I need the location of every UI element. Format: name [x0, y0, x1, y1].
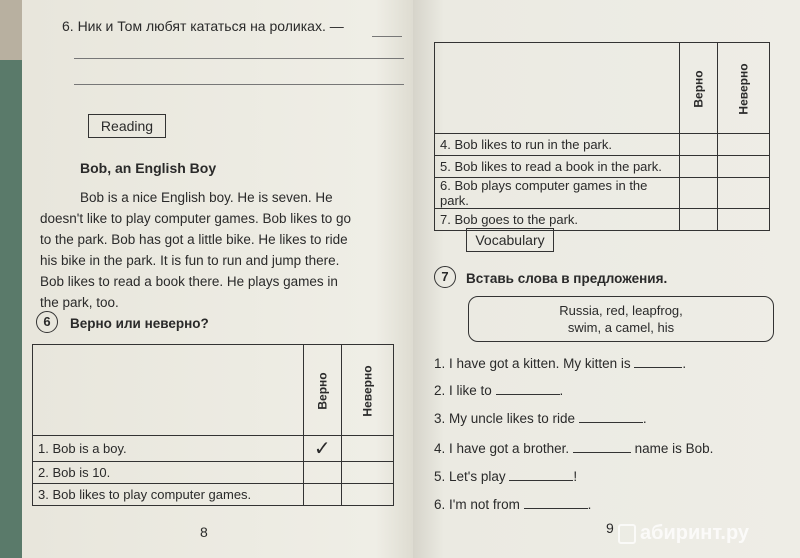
true-checkbox[interactable]	[679, 156, 717, 178]
sentence-1: 1. I have got a kitten. My kitten is .	[434, 356, 687, 371]
story-line: Bob is a nice English boy. He is seven. He	[80, 190, 333, 205]
question-6-russian: 6. Ник и Том любят кататься на роликах. —	[62, 18, 344, 34]
story-line: doesn't like to play computer games. Bob likes to go	[40, 211, 351, 226]
story-line: his bike in the park. It is fun to run and jump there.	[40, 253, 340, 268]
table-header-statement	[435, 43, 680, 134]
sentence-5: 5. Let's play !	[434, 469, 578, 484]
statement-cell: 2. Bob is 10.	[33, 462, 304, 484]
story-line: to the park. Bob has got a little bike. He likes to ride	[40, 232, 348, 247]
table-header-statement	[33, 345, 304, 436]
story-title: Bob, an English Boy	[80, 160, 217, 176]
word-bank-line: swim, a camel, his	[567, 320, 675, 335]
reading-section-label: Reading	[88, 114, 166, 138]
sentence-4: 4. I have got a brother. name is Bob.	[434, 441, 714, 456]
page-number-right: 9	[606, 520, 614, 536]
false-checkbox[interactable]	[717, 178, 769, 209]
table-row	[435, 156, 770, 178]
answer-line-2	[74, 58, 404, 59]
story-line: Bob likes to read a book there. He plays games in	[40, 274, 338, 289]
task-7-number: 7	[434, 266, 456, 288]
vocabulary-section-label: Vocabulary	[466, 228, 554, 252]
statement-cell: 3. Bob likes to play computer games.	[33, 484, 304, 506]
statement-cell: 7. Bob goes to the park.	[435, 209, 680, 231]
fill-blank[interactable]	[496, 382, 560, 395]
false-checkbox[interactable]	[717, 156, 769, 178]
table-row	[33, 436, 394, 462]
true-checkbox[interactable]	[679, 178, 717, 209]
fill-blank[interactable]	[634, 355, 682, 368]
answer-line-1	[372, 36, 402, 37]
false-checkbox[interactable]	[341, 484, 393, 506]
task-6-number: 6	[36, 311, 58, 333]
false-checkbox[interactable]	[341, 462, 393, 484]
header-true: Верно	[679, 43, 717, 134]
false-checkbox[interactable]	[717, 209, 769, 231]
true-checkbox[interactable]	[679, 209, 717, 231]
true-false-table-right	[434, 42, 770, 231]
table-row	[435, 134, 770, 156]
statement-cell: 6. Bob plays computer games in the park.	[435, 178, 680, 209]
statement-cell: 1. Bob is a boy.	[33, 436, 304, 462]
true-false-table-left	[32, 344, 394, 506]
statement-cell: 5. Bob likes to read a book in the park.	[435, 156, 680, 178]
story-line: the park, too.	[40, 295, 119, 310]
sentence-6: 6. I'm not from .	[434, 497, 592, 512]
false-checkbox[interactable]	[717, 134, 769, 156]
fill-blank[interactable]	[573, 440, 631, 453]
table-row	[33, 484, 394, 506]
answer-line-3	[74, 84, 404, 85]
false-checkbox[interactable]	[341, 436, 393, 462]
true-checkbox[interactable]	[303, 462, 341, 484]
task-7-title: Вставь слова в предложения.	[466, 271, 668, 286]
watermark: абиринт.ру	[640, 522, 750, 544]
fill-blank[interactable]	[509, 468, 573, 481]
true-checkbox[interactable]	[679, 134, 717, 156]
table-row	[33, 462, 394, 484]
task-6-title: Верно или неверно?	[70, 316, 209, 331]
header-false: Неверно	[341, 345, 393, 436]
true-checkbox[interactable]	[303, 484, 341, 506]
page-number-left: 8	[200, 524, 208, 540]
sentence-2: 2. I like to .	[434, 383, 564, 398]
fill-blank[interactable]	[524, 496, 588, 509]
word-bank	[468, 296, 774, 342]
word-bank-line: Russia, red, leapfrog,	[559, 303, 683, 318]
watermark-logo-icon	[618, 524, 636, 544]
header-true: Верно	[303, 345, 341, 436]
table-row	[435, 178, 770, 209]
sentence-3: 3. My uncle likes to ride .	[434, 411, 647, 426]
header-false: Неверно	[717, 43, 769, 134]
statement-cell: 4. Bob likes to run in the park.	[435, 134, 680, 156]
true-checkbox[interactable]: ✓	[303, 436, 341, 462]
fill-blank[interactable]	[579, 410, 643, 423]
